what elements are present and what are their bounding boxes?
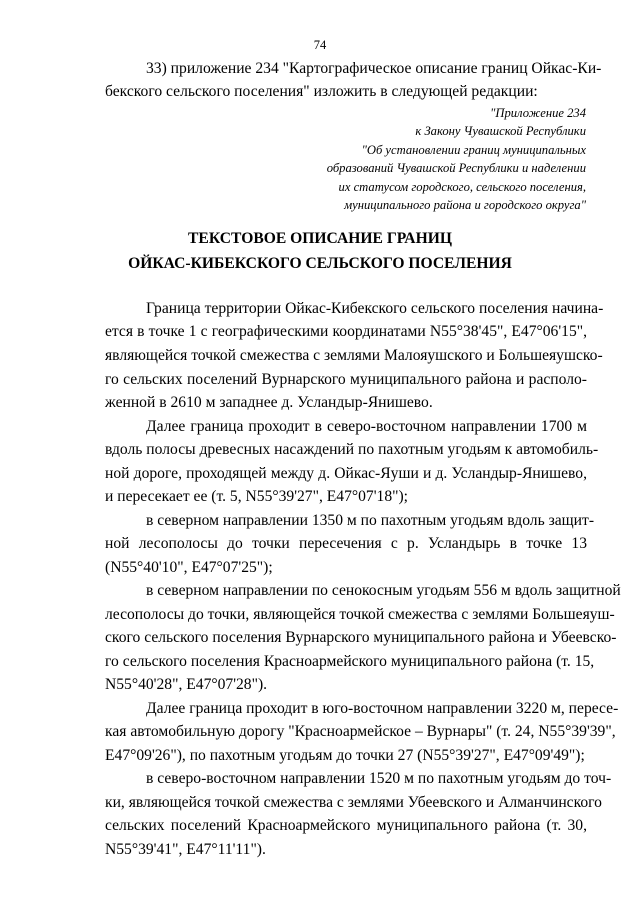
page-number: 74 — [313, 38, 327, 52]
body-line: в северном направлении по сенокосным угодьям 556 м вдоль защитной — [146, 582, 621, 599]
appendix-note — [327, 104, 586, 214]
body-line: Граница территории Ойкас-Кибекского сельского поселения начина- — [146, 300, 604, 317]
document-title-line-1: ТЕКСТОВОЕ ОПИСАНИЕ ГРАНИЦ — [188, 230, 452, 247]
body-line: в северо-восточном направлении 1520 м по пахотным угодьям до точ- — [146, 770, 612, 787]
body-line: ной лесополосы до точки пересечения с р. Усландырь в точке 13 — [105, 535, 587, 552]
appendix-line: к Закону Чувашской Республики — [415, 124, 586, 139]
document-title-line-2: ОЙКАС-КИБЕКСКОГО СЕЛЬСКОГО ПОСЕЛЕНИЯ — [128, 255, 512, 272]
body-line: ется в точке 1 с географическими координатами N55°38'45", E47°06'15", — [105, 323, 587, 340]
appendix-line: их статусом городского, сельского поселения, — [338, 179, 586, 194]
body-line: вдоль полосы древесных насаждений по пахотным угодьям к автомобиль- — [105, 441, 599, 458]
appendix-line: образований Чувашской Республики и наделении — [326, 161, 586, 176]
body-line: ной дороге, проходящей между д. Ойкас-Яуши и д. Усландыр-Янишево, — [105, 465, 587, 482]
body-line: Далее граница проходит в северо-восточном направлении 1700 м — [146, 418, 587, 435]
body-line: женной в 2610 м западнее д. Усландыр-Янишево. — [105, 394, 433, 411]
body-line: в северном направлении 1350 м по пахотным угодьям вдоль защит- — [146, 512, 595, 529]
body-line: ского сельского поселения Вурнарского муниципального района и Убеевско- — [105, 629, 617, 646]
body-line: го сельского поселения Красноармейского муниципального района (т. 15, — [105, 653, 595, 670]
body-line: являющейся точкой смежества с землями Малояушского и Большеяушско- — [105, 347, 603, 364]
body-line: (N55°40'10", E47°07'25"); — [105, 559, 273, 576]
body-line: ки, являющейся точкой смежества с землями Убеевского и Алманчинского — [105, 794, 602, 811]
body-line: сельских поселений Красноармейского муниципального района (т. 30, — [105, 817, 587, 834]
body-line: го сельских поселений Вурнарского муниципального района и располо- — [105, 371, 587, 388]
body-line: N55°39'41", E47°11'11"). — [105, 841, 266, 858]
appendix-line: муниципального района и городского округа" — [344, 198, 586, 213]
body-line: и пересекает ее (т. 5, N55°39'27", E47°07'18"); — [105, 488, 409, 505]
body-line: E47°09'26"), по пахотным угодьям до точки 27 (N55°39'27", E47°09'49"); — [105, 747, 585, 764]
intro-line-1: 33) приложение 234 "Картографическое описание границ Ойкас-Ки- — [146, 60, 602, 77]
appendix-line: "Приложение 234 — [490, 106, 586, 120]
intro-line-2: бекского сельского поселения" изложить в следующей редакции: — [105, 83, 538, 100]
body-line: кая автомобильную дорогу "Красноармейское – Вурнары" (т. 24, N55°39'39", — [105, 723, 616, 740]
body-line: лесополосы до точки, являющейся точкой смежества с землями Большеяуш- — [105, 606, 615, 623]
body-line: Далее граница проходит в юго-восточном направлении 3220 м, пересе- — [146, 700, 619, 717]
appendix-line: "Об установлении границ муниципальных — [361, 142, 586, 157]
body-line: N55°40'28", E47°07'28"). — [105, 676, 268, 693]
